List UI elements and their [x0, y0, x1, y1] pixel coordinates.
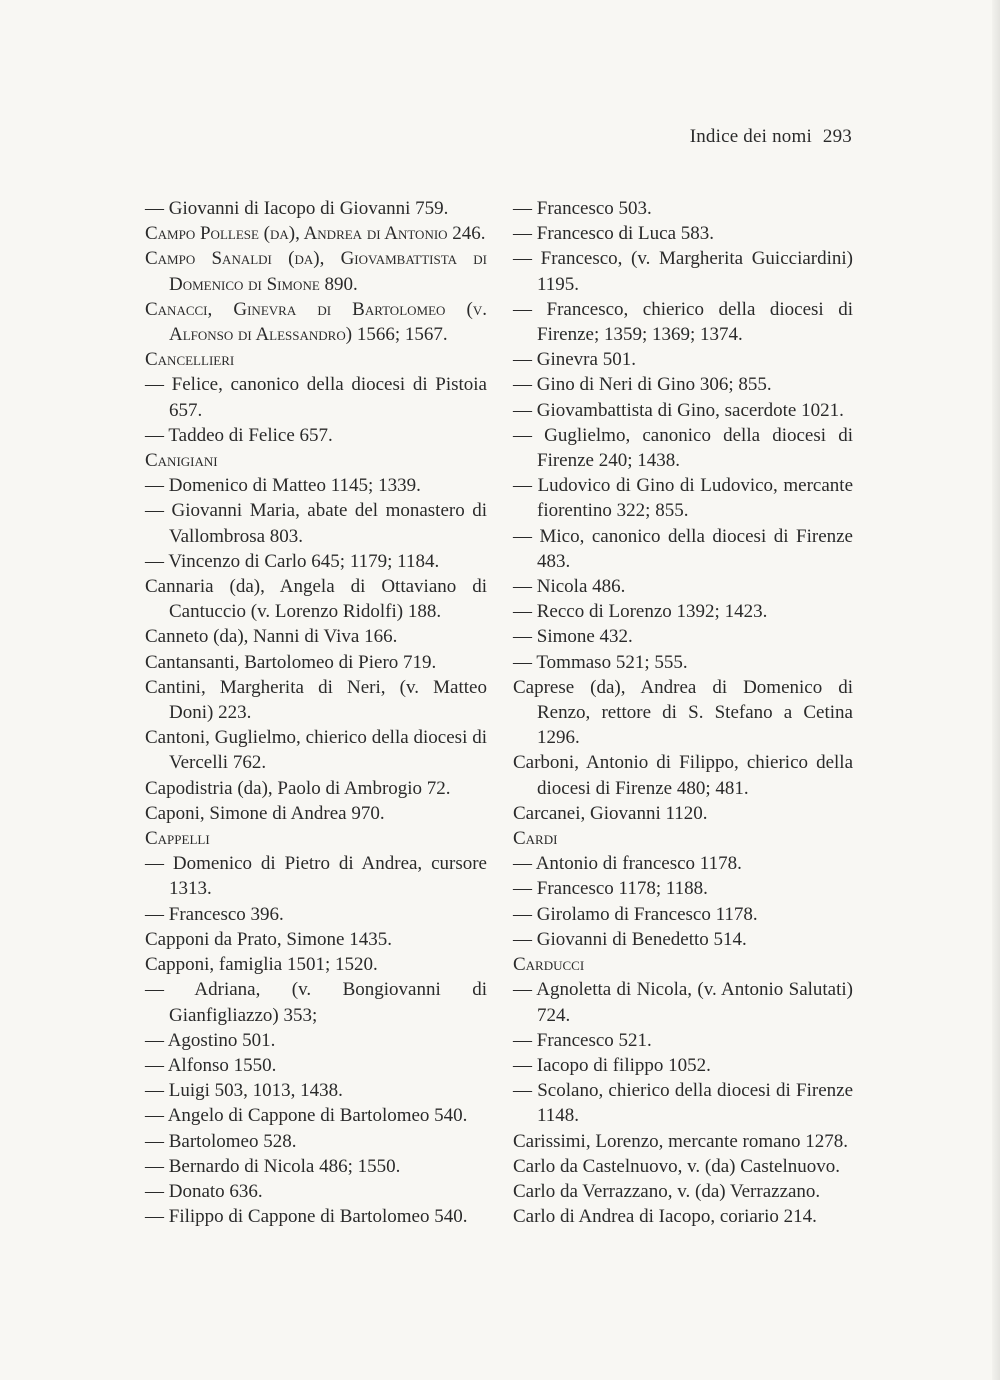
- index-entry: — Nicola 486.: [513, 576, 626, 598]
- index-entry: — Francesco 1178; 1188.: [513, 878, 708, 900]
- index-entry: — Ginevra 501.: [513, 349, 636, 371]
- index-entry: Campo Sanaldi (da), Giovambattista di Domenico di Simone 890.: [145, 248, 487, 295]
- index-entry: — Girolamo di Francesco 1178.: [513, 903, 758, 925]
- index-entry: — Iacopo di filippo 1052.: [513, 1054, 711, 1076]
- index-entry: Capodistria (da), Paolo di Ambrogio 72.: [145, 777, 451, 799]
- index-heading: Cardi: [513, 828, 558, 850]
- index-heading: Cancellieri: [145, 349, 235, 371]
- index-entry: Canneto (da), Nanni di Viva 166.: [145, 626, 398, 648]
- index-entry: — Alfonso 1550.: [145, 1054, 277, 1076]
- index-entry: — Francesco, (v. Margherita Guicciardini) 1195.: [513, 248, 853, 295]
- index-entry: — Giovambattista di Gino, sacerdote 1021.: [513, 399, 844, 421]
- index-entry: — Donato 636.: [145, 1180, 263, 1202]
- index-entry: — Francesco 396.: [145, 903, 284, 925]
- index-entry: — Recco di Lorenzo 1392; 1423.: [513, 601, 768, 623]
- index-entry: Canacci, Ginevra di Bartolomeo (v. Alfonso di Alessandro) 1566; 1567.: [145, 298, 487, 346]
- index-entry: — Francesco di Luca 583.: [513, 223, 715, 245]
- index-entry: — Agostino 501.: [145, 1029, 276, 1051]
- index-entry: — Francesco, chierico della diocesi di Firenze; 1359; 1369; 1374.: [513, 298, 853, 346]
- index-entry: Capponi, famiglia 1501; 1520.: [145, 954, 378, 976]
- index-entry: Carlo da Castelnuovo, v. (da) Castelnuovo.: [513, 1155, 840, 1177]
- index-entry: — Guglielmo, canonico della diocesi di Firenze 240; 1438.: [513, 424, 853, 472]
- index-entry: — Gino di Neri di Gino 306; 855.: [513, 374, 772, 396]
- index-entry: Caprese (da), Andrea di Domenico di Renzo, rettore di S. Stefano a Cetina 1296.: [513, 676, 853, 749]
- index-entry: Cantansanti, Bartolomeo di Piero 719.: [145, 651, 437, 673]
- index-entry: — Luigi 503, 1013, 1438.: [145, 1080, 343, 1102]
- index-entry: Carcanei, Giovanni 1120.: [513, 802, 708, 824]
- index-entry: Carissimi, Lorenzo, mercante romano 1278.: [513, 1130, 849, 1152]
- index-entry: — Ludovico di Gino di Ludovico, mercante fiorentino 322; 855.: [513, 475, 853, 522]
- index-entry: — Tommaso 521; 555.: [513, 651, 688, 673]
- index-entry: — Domenico di Matteo 1145; 1339.: [145, 475, 421, 497]
- page-number: 293: [822, 126, 852, 147]
- index-entry: — Adriana, (v. Bongiovanni di Gianfigliazzo) 353;: [145, 979, 487, 1026]
- index-entry: Cannaria (da), Angela di Ottaviano di Cantuccio (v. Lorenzo Ridolfi) 188.: [145, 576, 487, 623]
- index-entry: — Bernardo di Nicola 486; 1550.: [145, 1155, 401, 1177]
- index-entry: — Giovanni di Benedetto 514.: [513, 928, 747, 950]
- index-entry: — Simone 432.: [513, 626, 633, 648]
- index-entry: Carlo da Verrazzano, v. (da) Verrazzano.: [513, 1180, 821, 1202]
- index-entry: — Domenico di Pietro di Andrea, cursore 1313.: [145, 853, 487, 900]
- index-entry: — Francesco 503.: [513, 198, 652, 219]
- index-entry: — Agnoletta di Nicola, (v. Antonio Salutati) 724.: [513, 979, 853, 1026]
- index-entry: — Giovanni di Iacopo di Giovanni 759.: [145, 198, 449, 219]
- index-entry: — Francesco 521.: [513, 1029, 652, 1051]
- index-heading: Cappelli: [145, 828, 210, 850]
- index-entry: — Taddeo di Felice 657.: [145, 424, 333, 446]
- index-entry: Carlo di Andrea di Iacopo, coriario 214.: [513, 1206, 817, 1228]
- index-entry: — Vincenzo di Carlo 645; 1179; 1184.: [145, 550, 440, 572]
- index-entry: — Filippo di Cappone di Bartolomeo 540.: [145, 1206, 468, 1228]
- index-heading: Canigiani: [145, 450, 218, 472]
- left-index-column: [145, 196, 487, 1229]
- page-edge: [992, 0, 1000, 1380]
- index-entry: Cantoni, Guglielmo, chierico della diocesi di Vercelli 762.: [145, 727, 487, 774]
- index-entry: — Angelo di Cappone di Bartolomeo 540.: [145, 1105, 468, 1127]
- index-entry: — Antonio di francesco 1178.: [513, 853, 742, 875]
- running-header: [690, 126, 852, 148]
- index-heading: Carducci: [513, 954, 585, 976]
- index-entry: — Bartolomeo 528.: [145, 1130, 297, 1152]
- index-entry: Carboni, Antonio di Filippo, chierico della diocesi di Firenze 480; 481.: [513, 752, 853, 799]
- index-entry: — Giovanni Maria, abate del monastero di Vallombrosa 803.: [145, 500, 487, 547]
- index-entry: — Mico, canonico della diocesi di Firenze 483.: [513, 525, 853, 572]
- index-entry: — Felice, canonico della diocesi di Pistoia 657.: [145, 374, 487, 421]
- index-entry: Campo Pollese (da), Andrea di Antonio 246.: [145, 223, 486, 245]
- index-entry: — Scolano, chierico della diocesi di Firenze 1148.: [513, 1080, 853, 1127]
- index-entry: Cantini, Margherita di Neri, (v. Matteo Doni) 223.: [145, 676, 487, 724]
- right-index-column: [513, 196, 853, 1229]
- index-entry: Capponi da Prato, Simone 1435.: [145, 928, 392, 950]
- index-entry: Caponi, Simone di Andrea 970.: [145, 802, 385, 824]
- header-title: Indice dei nomi: [689, 126, 812, 147]
